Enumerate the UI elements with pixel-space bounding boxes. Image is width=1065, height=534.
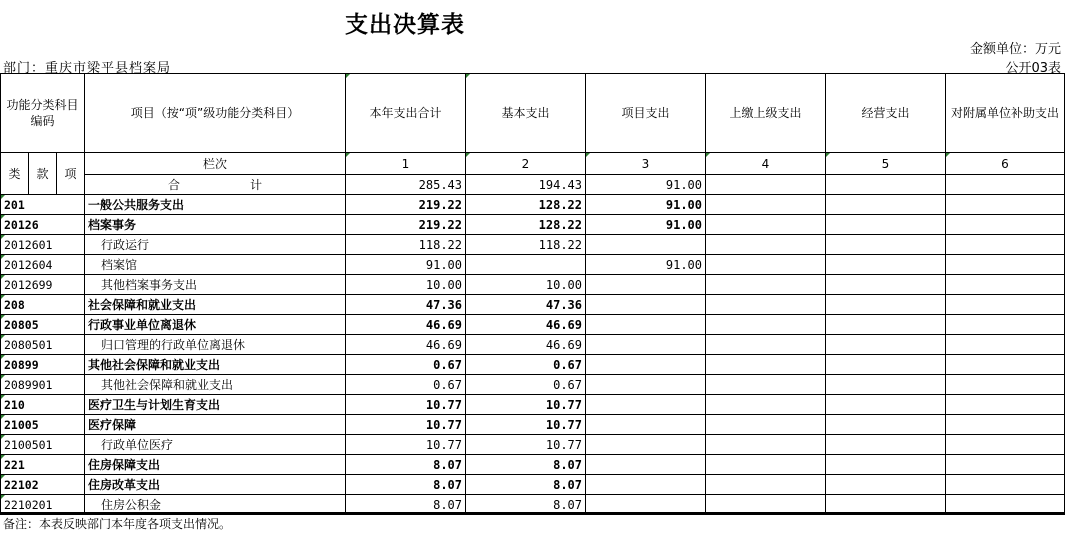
row-project xyxy=(586,475,706,495)
row-empty-cell xyxy=(826,215,946,235)
row-project xyxy=(586,435,706,455)
header-upper: 上缴上级支出 xyxy=(706,74,826,153)
row-total: 10.77 xyxy=(346,395,466,415)
row-empty-cell xyxy=(826,275,946,295)
row-project xyxy=(586,335,706,355)
total-label-b: 计 xyxy=(250,178,263,192)
row-project: 91.00 xyxy=(586,255,706,275)
row-basic: 8.07 xyxy=(466,455,586,475)
expenditure-table xyxy=(0,73,1065,515)
row-code: 208 xyxy=(1,295,85,315)
row-total: 8.07 xyxy=(346,455,466,475)
row-code: 210 xyxy=(1,395,85,415)
row-basic: 10.77 xyxy=(466,395,586,415)
column-number-row xyxy=(1,153,1065,175)
row-basic: 128.22 xyxy=(466,195,586,215)
row-empty-cell xyxy=(826,195,946,215)
table-row xyxy=(1,335,1065,355)
row-name: 行政事业单位离退休 xyxy=(85,315,346,335)
row-empty-cell xyxy=(946,215,1065,235)
table-row xyxy=(1,355,1065,375)
row-basic: 0.67 xyxy=(466,375,586,395)
row-empty-cell xyxy=(946,255,1065,275)
row-basic: 47.36 xyxy=(466,295,586,315)
row-empty-cell xyxy=(946,435,1065,455)
table-row xyxy=(1,275,1065,295)
header-xiang: 项 xyxy=(57,153,85,195)
row-project xyxy=(586,275,706,295)
header-item: 项目（按“项”级功能分类科目） xyxy=(85,74,346,153)
row-basic: 10.00 xyxy=(466,275,586,295)
row-empty-cell xyxy=(946,235,1065,255)
row-empty-cell xyxy=(946,395,1065,415)
row-total: 8.07 xyxy=(346,495,466,515)
col-no-2: 2 xyxy=(466,153,586,175)
row-empty-cell xyxy=(826,315,946,335)
row-basic: 8.07 xyxy=(466,495,586,515)
row-name: 归口管理的行政单位离退休 xyxy=(85,335,346,355)
row-empty-cell xyxy=(826,335,946,355)
row-empty-cell xyxy=(826,435,946,455)
row-code: 22102 xyxy=(1,475,85,495)
table-row xyxy=(1,455,1065,475)
row-total: 219.22 xyxy=(346,215,466,235)
row-empty-cell xyxy=(826,455,946,475)
row-empty-cell xyxy=(946,355,1065,375)
col-no-1: 1 xyxy=(346,153,466,175)
table-row xyxy=(1,315,1065,335)
row-empty-cell xyxy=(946,375,1065,395)
row-basic: 0.67 xyxy=(466,355,586,375)
row-empty-cell xyxy=(946,315,1065,335)
header-basic: 基本支出 xyxy=(466,74,586,153)
row-name: 医疗卫生与计划生育支出 xyxy=(85,395,346,415)
row-empty-cell xyxy=(826,235,946,255)
row-total: 8.07 xyxy=(346,475,466,495)
row-code: 2012604 xyxy=(1,255,85,275)
total-project: 91.00 xyxy=(586,175,706,195)
header-total: 本年支出合计 xyxy=(346,74,466,153)
row-name: 档案馆 xyxy=(85,255,346,275)
row-empty-cell xyxy=(706,195,826,215)
row-name: 社会保障和就业支出 xyxy=(85,295,346,315)
row-code: 221 xyxy=(1,455,85,475)
row-empty-cell xyxy=(706,375,826,395)
table-row xyxy=(1,235,1065,255)
row-code: 20805 xyxy=(1,315,85,335)
row-name: 其他社会保障和就业支出 xyxy=(85,375,346,395)
row-basic: 46.69 xyxy=(466,335,586,355)
row-empty-cell xyxy=(946,335,1065,355)
page-title: 支出决算表 xyxy=(345,12,465,38)
table-row xyxy=(1,375,1065,395)
row-code: 2080501 xyxy=(1,335,85,355)
row-empty-cell xyxy=(706,435,826,455)
row-name: 医疗保障 xyxy=(85,415,346,435)
row-empty-cell xyxy=(946,475,1065,495)
row-code: 2100501 xyxy=(1,435,85,455)
row-empty-cell xyxy=(706,275,826,295)
bottom-rule xyxy=(0,512,1065,514)
row-total: 10.77 xyxy=(346,435,466,455)
row-project xyxy=(586,415,706,435)
department-label: 部门：重庆市梁平县档案局 xyxy=(3,61,172,76)
row-empty-cell xyxy=(706,455,826,475)
row-name: 档案事务 xyxy=(85,215,346,235)
header-lei: 类 xyxy=(1,153,29,195)
row-project xyxy=(586,295,706,315)
row-project: 91.00 xyxy=(586,195,706,215)
footnote: 备注：本表反映部门本年度各项支出情况。 xyxy=(3,517,232,531)
row-empty-cell xyxy=(826,355,946,375)
row-empty-cell xyxy=(946,275,1065,295)
amount-unit: 金额单位：万元 xyxy=(969,42,1061,57)
row-project xyxy=(586,355,706,375)
row-empty-cell xyxy=(706,235,826,255)
row-code: 201 xyxy=(1,195,85,215)
row-project: 91.00 xyxy=(586,215,706,235)
row-project xyxy=(586,315,706,335)
row-empty-cell xyxy=(826,415,946,435)
row-total: 0.67 xyxy=(346,355,466,375)
row-empty-cell xyxy=(826,375,946,395)
row-empty-cell xyxy=(706,395,826,415)
header-row xyxy=(1,74,1065,153)
row-name: 住房公积金 xyxy=(85,495,346,515)
total-row xyxy=(1,175,1065,195)
row-empty-cell xyxy=(946,295,1065,315)
table-row xyxy=(1,295,1065,315)
header-code-group: 功能分类科目编码 xyxy=(1,74,85,153)
total-basic: 194.43 xyxy=(466,175,586,195)
row-name: 行政运行 xyxy=(85,235,346,255)
row-project xyxy=(586,455,706,475)
row-code: 20899 xyxy=(1,355,85,375)
row-name: 住房保障支出 xyxy=(85,455,346,475)
table-row xyxy=(1,475,1065,495)
row-code: 21005 xyxy=(1,415,85,435)
row-name: 其他社会保障和就业支出 xyxy=(85,355,346,375)
row-code: 20126 xyxy=(1,215,85,235)
table-row xyxy=(1,195,1065,215)
row-empty-cell xyxy=(826,475,946,495)
row-empty-cell xyxy=(706,295,826,315)
header-business: 经营支出 xyxy=(826,74,946,153)
row-empty-cell xyxy=(826,295,946,315)
row-name: 其他档案事务支出 xyxy=(85,275,346,295)
form-number: 公开03表 xyxy=(1005,61,1061,76)
row-project xyxy=(586,235,706,255)
header-project: 项目支出 xyxy=(586,74,706,153)
col-no-4: 4 xyxy=(706,153,826,175)
row-total: 46.69 xyxy=(346,335,466,355)
row-code: 2012699 xyxy=(1,275,85,295)
header-lanci: 栏次 xyxy=(85,153,346,175)
col-no-3: 3 xyxy=(586,153,706,175)
row-total: 47.36 xyxy=(346,295,466,315)
row-empty-cell xyxy=(706,255,826,275)
row-empty-cell xyxy=(706,215,826,235)
row-basic: 128.22 xyxy=(466,215,586,235)
row-basic: 118.22 xyxy=(466,235,586,255)
total-amount: 285.43 xyxy=(346,175,466,195)
row-empty-cell xyxy=(706,475,826,495)
table-row xyxy=(1,435,1065,455)
row-basic xyxy=(466,255,586,275)
row-code: 2210201 xyxy=(1,495,85,515)
row-project xyxy=(586,375,706,395)
row-name: 住房改革支出 xyxy=(85,475,346,495)
row-code: 2089901 xyxy=(1,375,85,395)
row-basic: 10.77 xyxy=(466,435,586,455)
row-empty-cell xyxy=(946,415,1065,435)
table-row xyxy=(1,395,1065,415)
row-total: 91.00 xyxy=(346,255,466,275)
table-row xyxy=(1,255,1065,275)
row-empty-cell xyxy=(946,195,1065,215)
row-empty-cell xyxy=(826,395,946,415)
row-empty-cell xyxy=(826,255,946,275)
row-empty-cell xyxy=(706,315,826,335)
row-name: 行政单位医疗 xyxy=(85,435,346,455)
header-kuan: 款 xyxy=(29,153,57,195)
row-total: 10.00 xyxy=(346,275,466,295)
table-row xyxy=(1,215,1065,235)
table-row xyxy=(1,415,1065,435)
row-total: 219.22 xyxy=(346,195,466,215)
row-total: 118.22 xyxy=(346,235,466,255)
row-total: 0.67 xyxy=(346,375,466,395)
header-subsidy: 对附属单位补助支出 xyxy=(946,74,1065,153)
row-empty-cell xyxy=(946,455,1065,475)
total-label-a: 合 xyxy=(167,178,180,192)
row-basic: 10.77 xyxy=(466,415,586,435)
col-no-5: 5 xyxy=(826,153,946,175)
row-code: 2012601 xyxy=(1,235,85,255)
row-empty-cell xyxy=(706,415,826,435)
row-empty-cell xyxy=(706,335,826,355)
col-no-6: 6 xyxy=(946,153,1065,175)
row-empty-cell xyxy=(706,355,826,375)
row-basic: 46.69 xyxy=(466,315,586,335)
row-name: 一般公共服务支出 xyxy=(85,195,346,215)
row-basic: 8.07 xyxy=(466,475,586,495)
row-total: 46.69 xyxy=(346,315,466,335)
row-total: 10.77 xyxy=(346,415,466,435)
row-project xyxy=(586,395,706,415)
